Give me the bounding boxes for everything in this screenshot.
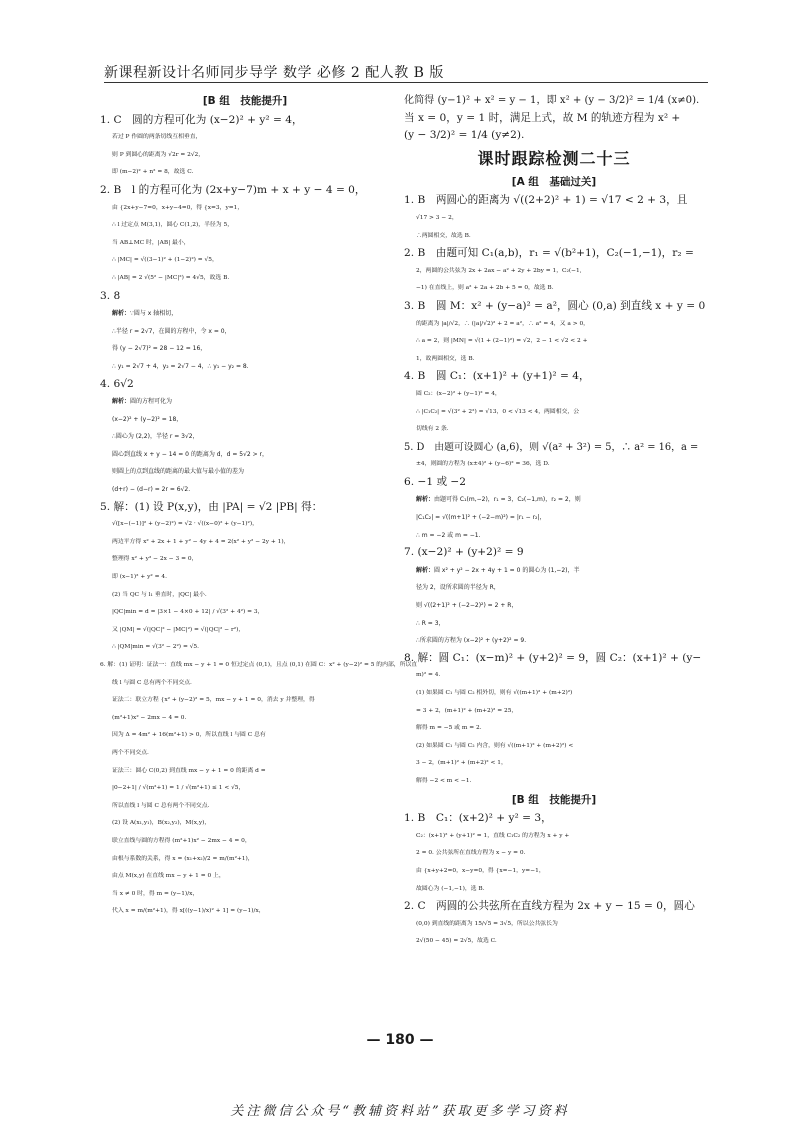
answer-line <box>100 235 390 253</box>
line-text: 所以直线 l 与圆 C 总有两个不同交点. <box>112 802 210 809</box>
page-number: — 180 — <box>366 1032 434 1048</box>
line-text: √17 > 3 − 2， <box>416 214 458 221</box>
line-text: 6. −1 或 −2 <box>404 475 467 488</box>
answer-line <box>404 720 704 738</box>
answer-line <box>100 147 390 165</box>
line-text: ∴ l 过定点 M(3,1)，圆心 C(1,2)，半径为 5， <box>112 222 234 229</box>
line-text: (x−2)² + (y−2)² = 18， <box>112 415 183 423</box>
line-text: 当 x = 0，y = 1 时，满足上式，故 M 的轨迹方程为 x² + <box>404 111 681 124</box>
line-text: 则 √((2+1)² + (−2−2)²) = 2 + R， <box>416 602 518 610</box>
line-text: 2. B 由题可知 C₁(a,b)，r₁ = √(b²+1)，C₂(−1,−1)，r₂ = <box>404 247 694 260</box>
line-text: 当 x ≠ 0 时，得 m = (y−1)/x， <box>112 890 199 897</box>
answer-line <box>404 404 704 422</box>
answer-line <box>404 773 704 791</box>
answer-item <box>100 499 390 517</box>
line-text: 联立直线与圆的方程得 (m²+1)x² − 2mx − 4 = 0， <box>112 837 251 844</box>
answer-item <box>404 898 704 916</box>
group-heading <box>404 174 704 192</box>
line-text: 若过 P 作圆的两条切线互相垂直， <box>112 134 202 141</box>
line-text: (m²+1)x² − 2mx − 4 = 0. <box>112 714 187 721</box>
line-text: 3 − 2，(m+1)² + (m+2)² < 1， <box>416 760 507 767</box>
line-text: 得 (y − 2√7)² = 28 − 12 = 16， <box>112 345 207 353</box>
line-text: 解得 −2 < m < −1. <box>416 777 472 784</box>
line-text: 由题可得 C₁(m,−2)，r₁ = 3，C₂(−1,m)，r₂ = 2，则 <box>434 496 581 504</box>
line-text: ∴圆心为 (2,2)，半径 r = 3√2， <box>112 433 199 441</box>
answer-item <box>404 368 704 386</box>
line-text: 5. D 由题可设圆心 (a,6)，则 √(a² + 3²) = 5，∴ a² = 16，a = <box>404 441 699 453</box>
line-text: 因为 Δ = 4m² + 16(m²+1) > 0，所以直线 l 与圆 C 总有 <box>112 732 266 739</box>
answer-line <box>404 685 704 703</box>
solution-line <box>100 446 390 464</box>
line-text: 由 {x+y+2=0，x−y=0，得 {x=−1，y=−1， <box>416 867 545 874</box>
line-text: 则圆上的点到直线的距离的最大值与最小值的差为 <box>112 468 245 476</box>
answer-line <box>404 280 704 298</box>
answer-line <box>100 164 390 182</box>
answer-line <box>100 710 390 728</box>
answer-line <box>404 933 704 951</box>
answer-item <box>404 298 704 316</box>
left-column <box>100 92 418 921</box>
line-text: 2. C 两圆的公共弦所在直线方程为 2x + y − 15 = 0，圆心 <box>404 900 695 913</box>
answer-line <box>404 845 704 863</box>
answer-line <box>404 456 704 474</box>
answer-item <box>404 650 704 668</box>
line-text: [B 组 技能提升] <box>511 793 597 806</box>
answer-line <box>404 351 704 369</box>
solution-line <box>100 411 390 429</box>
line-text: 1. B C₁：(x+2)² + y² = 3， <box>404 812 552 825</box>
answer-line <box>100 886 390 904</box>
answer-line <box>100 745 390 763</box>
answer-item <box>404 474 704 492</box>
answer-line <box>404 263 704 281</box>
answer-line <box>100 868 390 886</box>
answer-line <box>404 333 704 351</box>
line-text: −1) 在直线上，则 a² + 2a + 2b + 5 = 0，故选 B. <box>416 285 554 292</box>
line-text: 两个不同交点. <box>112 749 149 756</box>
line-text: |QC|min = d = |3×1 − 4×0 + 12| / √(3² + 4²) = 3， <box>112 609 264 616</box>
solution-line <box>100 305 390 323</box>
solution-line <box>100 428 390 446</box>
line-text: = 3 + 2，(m+1)² + (m+2)² = 25， <box>416 707 518 714</box>
line-text: (y − 3/2)² = 1/4 (y≠2). <box>404 129 525 142</box>
line-text: 即 (x−1)² + y² = 4. <box>112 574 167 581</box>
right-column <box>404 92 704 951</box>
line-text: 径为 2，设所求圆的半径为 R， <box>416 584 500 592</box>
answer-item <box>100 182 390 200</box>
line-text: ∴ |MC| = √((3−1)² + (1−2)²) = √5， <box>112 257 218 264</box>
line-text: (2) 当 QC 与 l₁ 垂直时，|QC| 最小. <box>112 591 207 598</box>
line-text: ∴ |C₁C₂| = √(3² + 2²) = √13，0 < √13 < 4，两圆相交，公 <box>416 408 580 415</box>
line-text: 由点 M(x,y) 在直线 mx − y + 1 = 0 上， <box>112 873 225 880</box>
solution-line <box>404 632 704 650</box>
group-heading <box>100 93 390 111</box>
line-text: ∴所求圆的方程为 (x−2)² + (y+2)² = 9. <box>416 637 527 645</box>
solution-line <box>100 323 390 341</box>
answer-line <box>404 755 704 773</box>
answer-item <box>100 112 390 130</box>
line-text: ∴ |QM|min = √(3² − 2²) = √5. <box>112 644 199 651</box>
answer-line <box>100 798 390 816</box>
answer-line <box>100 252 390 270</box>
answer-item <box>100 657 418 675</box>
line-text: 8. 解：圆 C₁：(x−m)² + (y+2)² = 9，圆 C₂：(x+1)² + (y− <box>404 651 702 664</box>
solution-label: 解析： <box>416 566 435 574</box>
answer-line <box>404 881 704 899</box>
answer-line <box>100 851 390 869</box>
line-text: 1. C 圆的方程可化为 (x−2)² + y² = 4， <box>100 113 303 126</box>
answer-item <box>404 127 704 145</box>
line-text: |0−2+1| / √(m²+1) = 1 / √(m²+1) ≤ 1 < √5， <box>112 785 245 792</box>
line-text: 2 = 0. 公共弦所在直线方程为 x − y = 0. <box>416 850 526 857</box>
answer-line <box>100 675 390 693</box>
line-text: 圆的方程可化为 <box>130 398 173 406</box>
line-text: 则 P 到圆心的距离为 √2r = 2√2， <box>112 151 205 158</box>
answer-line <box>404 863 704 881</box>
answer-item <box>404 245 704 263</box>
answer-line <box>100 639 390 657</box>
line-text: C₂：(x+1)² + (y+1)² = 1，直线 C₁C₂ 的方程为 x + y + <box>416 832 570 839</box>
line-text: 证法三：圆心 C(0,2) 到直线 mx − y + 1 = 0 的距离 d = <box>112 767 266 774</box>
solution-line <box>100 340 390 358</box>
answer-line <box>100 551 390 569</box>
solution-label: 解析： <box>112 398 131 406</box>
line-text: 3. B 圆 M：x² + (y−a)² = a²，圆心 (0,a) 到直线 x + y = 0 <box>404 299 706 312</box>
line-text: √([x−(−1)]² + (y−2)²) = √2 · √((x−0)² + (y−1)²)， <box>112 521 258 528</box>
answer-line <box>100 903 390 921</box>
line-text: 整理得 x² + y² − 2x − 3 = 0， <box>112 556 198 563</box>
solution-line <box>100 481 390 499</box>
answer-item <box>404 192 704 210</box>
line-text: 由根与系数的关系，得 x = (x₁+x₂)/2 = m/(m²+1)， <box>112 855 254 862</box>
answer-line <box>404 386 704 404</box>
solution-line <box>404 615 704 633</box>
line-text: 两边平方得 x² + 2x + 1 + y² − 4y + 4 = 2(x² + y² − 2y + 1)， <box>112 538 290 545</box>
answer-line <box>100 270 390 288</box>
line-text: 圆 C₂：(x−2)² + (y−1)² = 4， <box>416 390 501 397</box>
answer-line <box>100 622 390 640</box>
answer-line <box>100 516 390 534</box>
answer-line <box>100 692 390 710</box>
line-text: (2) 如果圆 C₁ 与圆 C₂ 内含，则有 √((m+1)² + (m+2)²) < <box>416 742 574 749</box>
footer-note: 关注微信公众号“教辅资料站”获取更多学习资料 <box>230 1104 570 1119</box>
solution-line <box>404 597 704 615</box>
answer-line <box>404 828 704 846</box>
line-text: (1) 如果圆 C₁ 与圆 C₂ 相外切，则有 √((m+1)² + (m+2)²) <box>416 690 573 696</box>
answer-line <box>100 569 390 587</box>
answer-line <box>100 604 390 622</box>
solution-line <box>100 463 390 481</box>
solution-line <box>404 562 704 580</box>
answer-item <box>404 544 704 562</box>
line-text: 1. B 两圆心的距离为 √((2+2)² + 1) = √17 < 2 + 3，且 <box>404 194 688 207</box>
line-text: 圆 x² + y² − 2x + 4y + 1 = 0 的圆心为 (1,−2)，半 <box>434 566 580 574</box>
answer-line <box>404 421 704 439</box>
line-text: 6. 解：(1) 证明：证法一：直线 mx − y + 1 = 0 恒过定点 (0,1)，且点 (0,1) 在圆 C：x² + (y−2)² = 5 的内部，所以直 <box>100 662 418 668</box>
answer-item <box>404 110 704 128</box>
solution-label: 解析： <box>112 310 131 318</box>
answer-line <box>100 833 390 851</box>
solution-line <box>100 393 390 411</box>
answer-line <box>404 228 704 246</box>
answer-line <box>404 738 704 756</box>
answer-line <box>100 780 390 798</box>
line-text: [B 组 技能提升] <box>202 95 288 107</box>
solution-line <box>100 358 390 376</box>
answer-item <box>100 376 390 394</box>
answer-line <box>100 200 390 218</box>
line-text: 圆心到直线 x + y − 14 = 0 的距离为 d，d = 5√2 > r， <box>112 450 269 458</box>
line-text: ∴半径 r = 2√7，在圆的方程中，令 x = 0， <box>112 327 231 335</box>
line-text: 4. 6√2 <box>100 377 134 390</box>
answer-line <box>100 815 390 833</box>
line-text: 由 {2x+y−7=0，x+y−4=0，得 {x=3，y=1， <box>112 204 244 211</box>
line-text: ∴两圆相交，故选 B. <box>416 232 471 239</box>
line-text: 又 |QM| = √(|QC|² − |MC|²) = √(|QC|² − r²)， <box>112 626 245 633</box>
answer-line <box>100 129 390 147</box>
line-text: ±4，则圆的方程为 (x±4)² + (y−6)² = 36，选 D. <box>416 461 550 468</box>
line-text: ∴ R = 3， <box>416 619 445 627</box>
line-text: 2，两圆的公共弦为 2x + 2ax − a² + 2y + 2by = 1，C₂(−1, <box>416 267 582 274</box>
running-header: 新课程新设计名师同步导学 数学 必修 2 配人教 B 版 <box>104 65 444 81</box>
section-title <box>404 145 704 173</box>
line-text: 课时跟踪检测二十三 <box>477 148 631 168</box>
line-text: (2) 设 A(x₁,y₁)，B(x₂,y₂)，M(x,y)， <box>112 820 211 827</box>
line-text: [A 组 基础过关] <box>511 175 597 188</box>
line-text: 1，故两圆相交，选 B. <box>416 355 475 362</box>
answer-item <box>404 439 704 457</box>
answer-line <box>100 217 390 235</box>
line-text: 当 AB⊥MC 时，|AB| 最小， <box>112 239 190 246</box>
line-text: m)² = 4. <box>416 672 441 679</box>
answer-line <box>404 916 704 934</box>
answer-line <box>100 727 390 745</box>
solution-line <box>404 509 704 527</box>
line-text: ∴ a = 2，则 |MN| = √(1 + (2−1)²) = √2，2 − 1 < √2 < 2 + <box>416 338 588 345</box>
line-text: 解得 m = −5 或 m = 2. <box>416 725 482 732</box>
answer-line <box>100 534 390 552</box>
line-text: ∴ y₁ = 2√7 + 4，y₂ = 2√7 − 4，∴ y₁ − y₂ = 8. <box>112 362 249 370</box>
line-text: 2. B l 的方程可化为 (2x+y−7)m + x + y − 4 = 0， <box>100 183 366 196</box>
line-text: 即 (m−2)² + n² = 8，故选 C. <box>112 169 194 176</box>
line-text: (d+r) − (d−r) = 2r = 6√2. <box>112 486 191 494</box>
line-text: 故圆心为 (−1,−1)，选 B. <box>416 885 485 892</box>
answer-item <box>404 92 704 110</box>
line-text: 线 l 与圆 C 总有两个不同交点. <box>112 679 192 686</box>
line-text: (0,0) 到直线的距离为 15/√5 = 3√5，所以公共弦长为 <box>416 920 558 927</box>
header-rule <box>104 82 708 83</box>
solution-line <box>404 527 704 545</box>
line-text: 3. 8 <box>100 289 121 302</box>
line-text: 7. (x−2)² + (y+2)² = 9 <box>404 546 524 559</box>
answer-item <box>404 810 704 828</box>
group-heading <box>404 792 704 810</box>
answer-line <box>100 587 390 605</box>
answer-line <box>100 763 390 781</box>
solution-line <box>404 491 704 509</box>
line-text: ∴ m = −2 或 m = −1. <box>416 531 481 539</box>
line-text: 切线有 2 条. <box>416 426 449 433</box>
answer-line <box>404 667 704 685</box>
answer-line <box>404 316 704 334</box>
line-text: 4. B 圆 C₁：(x+1)² + (y+1)² = 4， <box>404 370 590 383</box>
line-text: ∴ |AB| = 2 √(5² − |MC|²) = 4√5，故选 B. <box>112 274 230 281</box>
solution-line <box>404 579 704 597</box>
solution-label: 解析： <box>416 496 435 504</box>
line-text: 化简得 (y−1)² + x² = y − 1，即 x² + (y − 3/2)² = 1/4 (x≠0). <box>404 95 700 106</box>
answer-item <box>100 288 390 306</box>
line-text: 5. 解：(1) 设 P(x,y)，由 |PA| = √2 |PB| 得： <box>100 500 323 513</box>
line-text: 的距离为 |a|/√2，∴ (|a|/√2)² + 2 = a²，∴ a² = 4，又 a > 0， <box>416 320 590 327</box>
answer-line <box>404 703 704 721</box>
line-text: 证法二：联立方程 {x² + (y−2)² = 5，mx − y + 1 = 0，消去 y 并整理，得 <box>112 697 315 704</box>
line-text: 代入 x = m/(m²+1)，得 x[((y−1)/x)² + 1] = (y−1)/x， <box>112 908 265 915</box>
answer-line <box>404 210 704 228</box>
line-text: ∵圆与 x 轴相切， <box>130 310 178 318</box>
line-text: |C₁C₂| = √((m+1)² + (−2−m)²) = |r₁ − r₂|， <box>416 514 546 522</box>
line-text: 2√(50 − 45) = 2√5，故选 C. <box>416 938 497 945</box>
